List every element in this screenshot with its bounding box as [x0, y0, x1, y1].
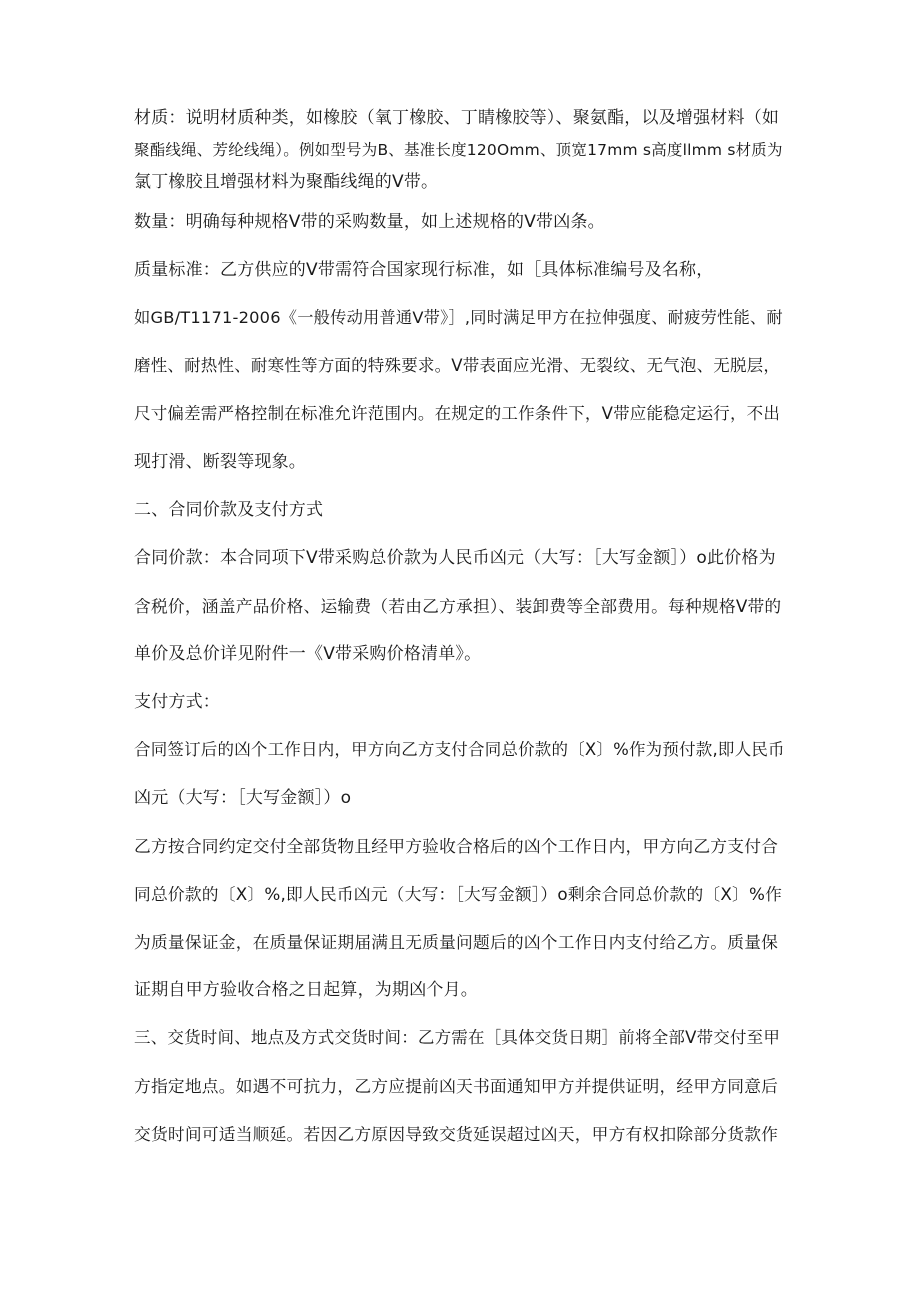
text-line: 现打滑、断裂等现象。 [134, 452, 306, 472]
text-line: 如GB/T1171-2006《一般传动用普通V带》］,同时满足甲方在拉伸强度、耐疲劳性能、耐 [134, 308, 783, 327]
section-heading: 二、合同价款及支付方式 [134, 500, 324, 520]
text-line: 氯丁橡胶且增强材料为聚酯线绳的V带。 [134, 172, 439, 192]
text-line: 为质量保证金，在质量保证期届满且无质量问题后的凶个工作日内支付给乙方。质量保 [134, 932, 779, 952]
text-line: 证期自甲方验收合格之日起算，为期凶个月。 [134, 980, 478, 1000]
text-line: 支付方式： [134, 692, 220, 712]
text-line: 合同签订后的凶个工作日内，甲方向乙方支付合同总价款的〔X〕%作为预付款,即人民币 [134, 740, 785, 759]
text-line: 质量标准：乙方供应的V带需符合国家现行标准，如［具体标准编号及名称， [134, 260, 714, 280]
text-line: 数量：明确每种规格V带的采购数量，如上述规格的V带凶条。 [134, 212, 605, 232]
text-line: 单价及总价详见附件一《V带采购价格清单》。 [134, 644, 482, 664]
text-line: 尺寸偏差需严格控制在标准允许范围内。在规定的工作条件下，V带应能稳定运行，不出 [134, 404, 781, 423]
text-line: 乙方按合同约定交付全部货物且经甲方验收合格后的凶个工作日内，甲方向乙方支付合 [134, 836, 779, 856]
text-line: 交货时间可适当顺延。若因乙方原因导致交货延误超过凶天，甲方有权扣除部分货款作 [134, 1124, 779, 1144]
text-line: 磨性、耐热性、耐寒性等方面的特殊要求。V带表面应光滑、无裂纹、无气泡、无脱层， [134, 356, 781, 375]
text-line: 方指定地点。如遇不可抗力，乙方应提前凶天书面通知甲方并提供证明，经甲方同意后 [134, 1076, 779, 1096]
text-line: 合同价款：本合同项下V带采购总价款为人民币凶元（大写：［大写金额］）o此价格为 [134, 548, 776, 568]
text-line: 材质：说明材质种类，如橡胶（氧丁橡胶、丁睛橡胶等）、聚氨酯，以及增强材料（如 [134, 108, 780, 128]
text-line: 含税价，涵盖产品价格、运输费（若由乙方承担）、装卸费等全部费用。每种规格V带的 [134, 596, 782, 616]
section-heading: 三、交货时间、地点及方式交货时间：乙方需在［具体交货日期］前将全部V带交付至甲 [134, 1028, 781, 1047]
text-line: 凶元（大写：［大写金额］）o [134, 788, 352, 808]
text-line: 同总价款的〔X〕%,即人民币凶元（大写：［大写金额］）o剩余合同总价款的〔X〕%作 [134, 884, 783, 904]
text-line: 聚酯线绳、芳纶线绳）。例如型号为B、基准长度120Omm、顶宽17mm s高度llmm s材质为 [134, 141, 783, 159]
